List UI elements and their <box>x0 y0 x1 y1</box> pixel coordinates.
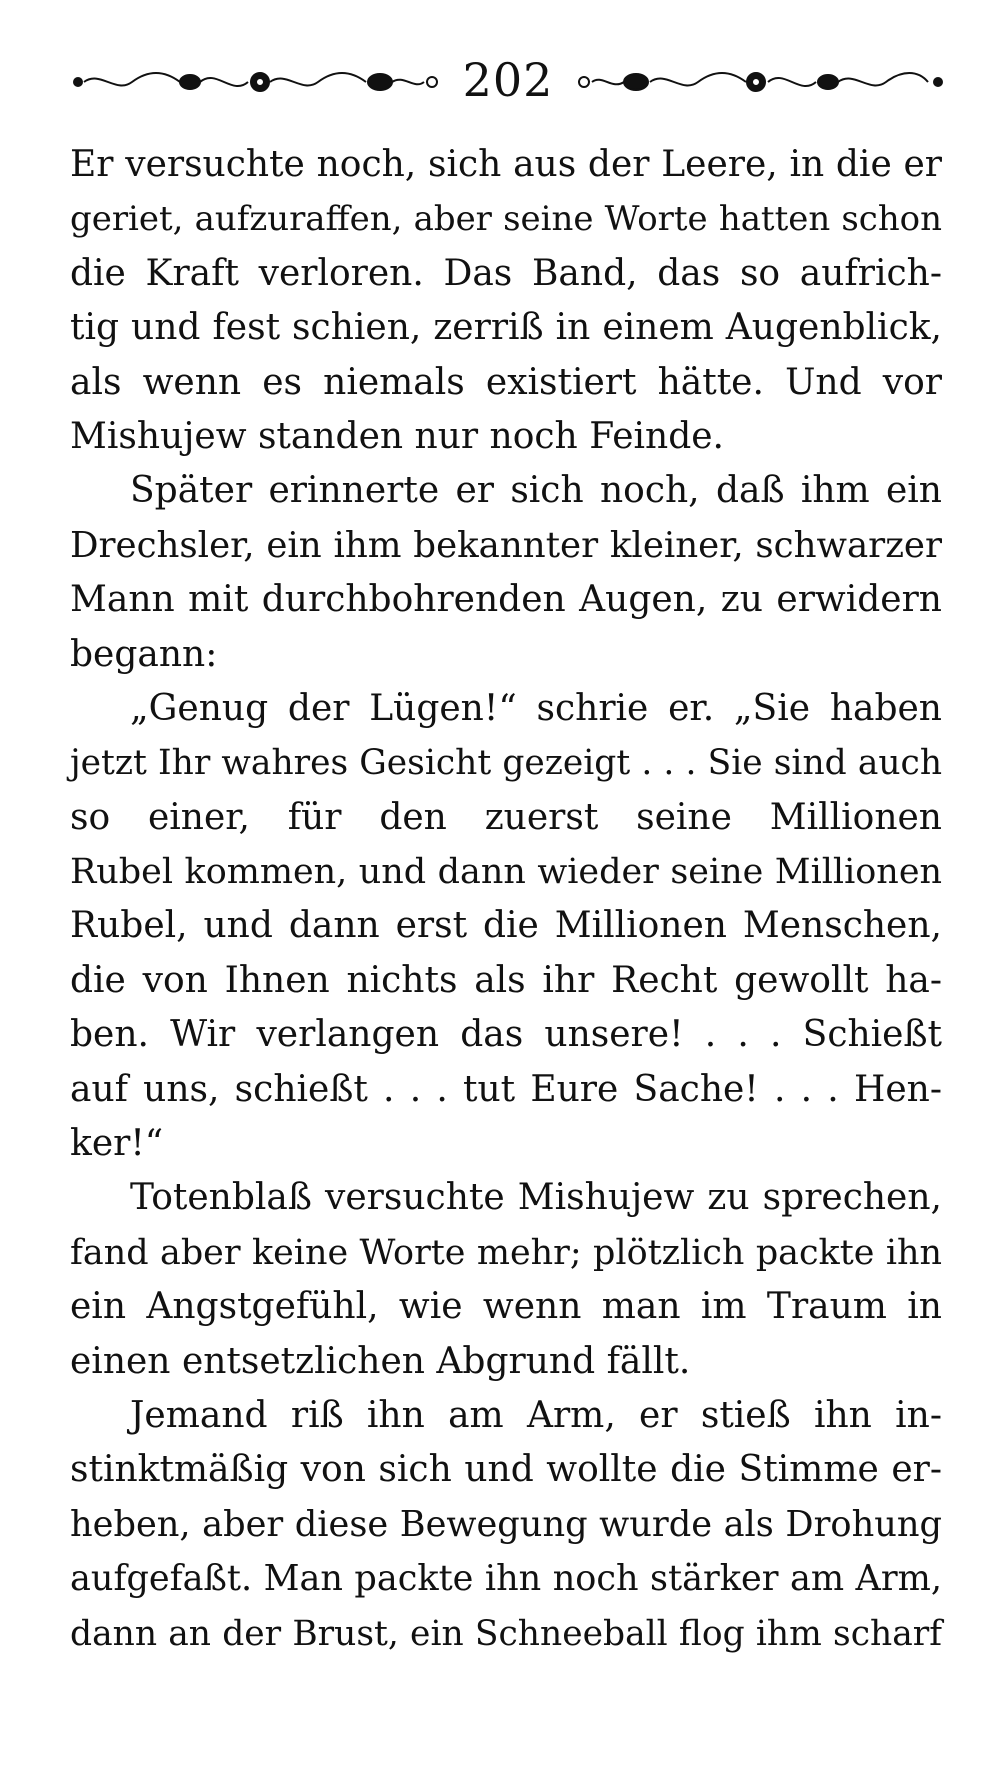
page-number: 202 <box>462 53 554 107</box>
text-line: Jemand riß ihn am Arm, er stieß ihn in- <box>130 1394 942 1436</box>
text-line: auf uns, schießt . . . tut Eure Sache! . . . Hen- <box>70 1068 942 1110</box>
text-line: Später erinnerte er sich noch, daß ihm ein <box>130 470 942 512</box>
text-line: tig und fest schien, zerriß in einem Augenblick, <box>70 307 942 349</box>
text-line: Mishujew standen nur noch Feinde. <box>70 415 724 457</box>
text-line: ben. Wir verlangen das unsere! . . . Schießt <box>70 1014 942 1056</box>
text-line: dann an der Brust, ein Schneeball flog ihm scharf <box>70 1613 942 1654</box>
text-line: geriet, aufzuraffen, aber seine Worte hatten schon <box>70 199 942 240</box>
text-line: die von Ihnen nichts als ihr Recht gewollt ha- <box>70 959 942 1001</box>
text-line: so einer, für den zuerst seine Millionen <box>70 796 942 838</box>
text-line: fand aber keine Worte mehr; plötzlich packte ihn <box>70 1232 942 1273</box>
text-line: aufgefaßt. Man packte ihn noch stärker am Arm, <box>70 1558 942 1600</box>
text-line: Drechsler, ein ihm bekannter kleiner, schwarzer <box>70 524 942 566</box>
text-line: Totenblaß versuchte Mishujew zu sprechen, <box>130 1177 942 1219</box>
text-line: ker!“ <box>70 1123 164 1165</box>
text-line: stinktmäßig von sich und wollte die Stimme er- <box>70 1449 942 1491</box>
right-ornament-icon <box>576 62 946 102</box>
page-header <box>70 52 946 112</box>
text-line: heben, aber diese Bewegung wurde als Drohung <box>70 1503 942 1545</box>
text-line: begann: <box>70 633 218 675</box>
text-line: jetzt Ihr wahres Gesicht gezeigt . . . Sie sind auch <box>70 743 942 784</box>
page-body-text <box>70 138 942 1661</box>
text-line: Er versuchte noch, sich aus der Leere, in die er <box>70 144 942 185</box>
text-line: als wenn es niemals existiert hätte. Und vor <box>70 361 942 403</box>
text-line: einen entsetzlichen Abgrund fällt. <box>70 1340 691 1382</box>
text-line: die Kraft verloren. Das Band, das so aufrich- <box>70 252 942 294</box>
left-ornament-icon <box>70 62 440 102</box>
text-line: „Genug der Lügen!“ schrie er. „Sie haben <box>130 687 942 729</box>
text-line: Rubel kommen, und dann wieder seine Millionen <box>70 852 942 893</box>
text-line: Rubel, und dann erst die Millionen Menschen, <box>70 905 942 947</box>
text-line: ein Angstgefühl, wie wenn man im Traum in <box>70 1286 942 1328</box>
text-line: Mann mit durchbohrenden Augen, zu erwidern <box>70 579 942 621</box>
